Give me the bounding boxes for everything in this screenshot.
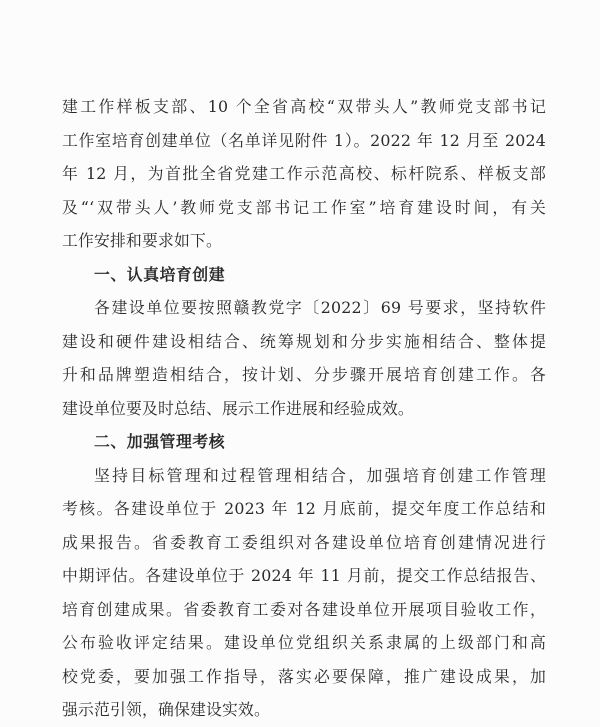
section-1-heading: 一、认真培育创建	[94, 264, 226, 284]
section-2-line-7: 校党委，要加强工作指导，落实必要保障，推广建设成果，加	[62, 666, 546, 686]
document-body	[62, 90, 546, 727]
intro-line-3: 年 12 月，为首批全省党建工作示范高校、标杆院系、样板支部	[62, 164, 546, 183]
section-2-line-6: 公布验收评定结果。建设单位党组织关系隶属的上级部门和高	[62, 633, 546, 652]
section-2-line-5: 培育创建成果。省委教育工委对各建设单位开展项目验收工作，	[62, 599, 546, 619]
intro-line-2: 工作室培育创建单位（名单详见附件 1）。2022 年 12 月至 2024	[62, 130, 546, 150]
section-2-line-8: 强示范引领，确保建设实效。	[62, 700, 270, 719]
section-1-line-4: 建设单位要及时总结、展示工作进展和经验成效。	[62, 398, 414, 418]
section-2-line-3: 成果报告。省委教育工委组织对各建设单位培育创建情况进行	[62, 532, 546, 552]
section-2-line-4: 中期评估。各建设单位于 2024 年 11 月前，提交工作总结报告、	[62, 566, 546, 585]
intro-line-4: 及“‘双带头人’教师党支部书记工作室”培育建设时间，有关	[62, 197, 546, 217]
section-2-heading: 二、加强管理考核	[94, 432, 226, 451]
intro-line-5: 工作安排和要求如下。	[62, 231, 222, 250]
section-1-line-1: 各建设单位要按照赣教党字〔2022〕69 号要求，坚持软件	[94, 298, 546, 317]
section-1-line-2: 建设和硬件建设相结合、统筹规划和分步实施相结合、整体提	[62, 331, 546, 351]
section-2-line-2: 考核。各建设单位于 2023 年 12 月底前，提交年度工作总结和	[62, 499, 546, 518]
intro-line-1: 建工作样板支部、10 个全省高校“双带头人”教师党支部书记	[62, 97, 546, 116]
section-2-line-1: 坚持目标管理和过程管理相结合，加强培育创建工作管理	[94, 465, 546, 485]
section-1-line-3: 升和品牌塑造相结合，按计划、分步骤开展培育创建工作。各	[62, 365, 546, 384]
